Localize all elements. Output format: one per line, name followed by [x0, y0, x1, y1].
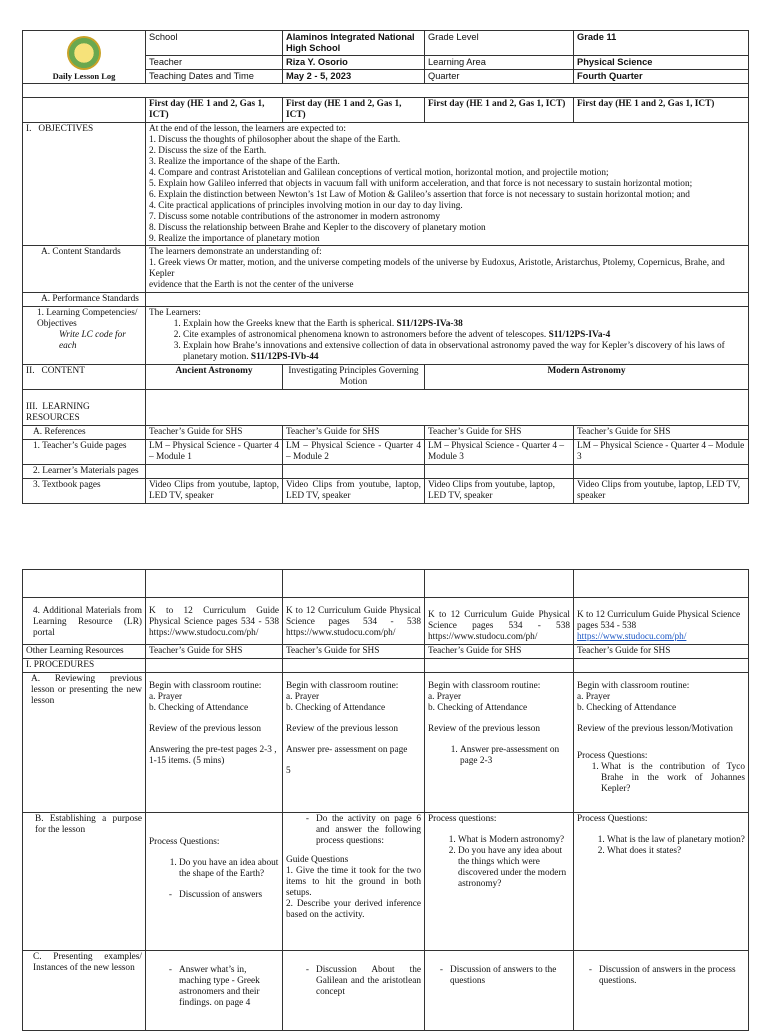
examples-cell-1: - Answer what’s in, maching type - Greek astronomers and their findings. on page 4 [146, 950, 283, 1030]
procedures-label: I. PROCEDURES [23, 658, 146, 672]
content-modern: Modern Astronomy [425, 365, 749, 390]
review-cell-2: Begin with classroom routine: a. Prayer b. Checking of Attendance Review of the previous lesson Answer pre- assessment on page 5 [283, 672, 425, 812]
objectives-content [146, 122, 749, 246]
objective-item: 1. Discuss the thoughts of philosopher about the shape of the Earth. [149, 134, 401, 145]
lm-cell: LM – Physical Science - Quarter 4 – Module 3 [425, 440, 574, 465]
p2-spacer-row [23, 570, 749, 598]
guide-cell: Teacher’s Guide for SHS [146, 426, 283, 440]
other-cell: Teacher’s Guide for SHS [283, 644, 425, 658]
purpose-cell-3: Process questions: 1. What is Modern astronomy? 2. Do you have any idea about the things which were discovered under the modern astronomy? [425, 812, 574, 950]
review-label: A. Reviewing previous lesson or presenting the new lesson [23, 672, 146, 812]
additional-cell: K to 12 Curriculum Guide Physical Science pages 534 - 538 https://www.studocu.com/ph/ [425, 598, 574, 645]
school-value: Alaminos Integrated National High School [283, 31, 425, 56]
objective-item: 6. Explain the distinction between Newton’s 1st Law of Motion & Galileo’s assertion that force is not necessary to sustain horizontal motion; and [149, 189, 690, 200]
studocu-link[interactable]: https://www.studocu.com/ph/ [577, 631, 687, 642]
objectives-row [23, 122, 749, 246]
content-row [23, 365, 749, 390]
review-row [23, 672, 749, 812]
content-standards-line: 1. Greek views Or matter, motion, and the universe competing models of the universe by Eudoxus, Aristotle, Aristarchus, Ptolemy, Copernicus, Brahe, and Kepler [149, 258, 725, 280]
review-cell-4: Begin with classroom routine: a. Prayer b. Checking of Attendance Review of the previous lesson/Motivation Process Questions: 1. What is the contribution of Tyco Brahe in the work of Johannes Kepler? [574, 672, 749, 812]
guide-cell: Teacher’s Guide for SHS [283, 426, 425, 440]
day-header-4: First day (HE 1 and 2, Gas 1, ICT) [574, 97, 749, 122]
objective-item: 7. Discuss some notable contributions of the astronomer in modern astronomy [149, 211, 440, 222]
content-standards-row [23, 246, 749, 293]
purpose-row [23, 812, 749, 950]
school-label: School [146, 31, 283, 56]
competencies-note: Write LC code for each [59, 330, 126, 352]
other-cell: Teacher’s Guide for SHS [574, 644, 749, 658]
objective-item: 4. Cite practical applications of principles involving motion in our day to day living. [149, 200, 463, 211]
days-row [23, 97, 749, 122]
lesson-log-table-page1 [22, 30, 749, 504]
additional-cell: K to 12 Curriculum Guide Physical Science pages 534 - 538 https://www.studocu.com/ph/ [146, 598, 283, 645]
purpose-cell-4: Process Questions: 1. What is the law of planetary motion? 2. What does it states? [574, 812, 749, 950]
purpose-label: B. Establishing a purpose for the lesson [23, 812, 146, 950]
competencies-intro: The Learners: [149, 308, 201, 319]
performance-standards-label: A. Performance Standards [23, 293, 146, 307]
competencies-label: 1. Learning Competencies/ Objectives [37, 308, 138, 330]
examples-row [23, 950, 749, 1030]
competency-item: 2. Cite examples of astronomical phenomena known to astronomers before the advent of telescopes. S11/12PS-IVa-4 [183, 330, 745, 341]
other-label: Other Learning Resources [23, 644, 146, 658]
examples-cell-3: - Discussion of answers to the questions [425, 950, 574, 1030]
references-label: A. References [23, 426, 146, 440]
guide-cell: Teacher’s Guide for SHS [574, 426, 749, 440]
examples-cell-2: - Discussion About the Galilean and the aristotlean concept [283, 950, 425, 1030]
competencies-label-cell [23, 307, 146, 365]
objective-item: 4. Compare and contrast Aristotelian and Galilean conceptions of vertical motion, horizontal motion, and projectile motion; [149, 167, 609, 178]
learning-resources-row [23, 390, 749, 426]
lesson-log-table-page2 [22, 569, 749, 1031]
objectives-label: I. OBJECTIVES [23, 122, 146, 246]
lm-cell: LM – Physical Science - Quarter 4 – Module 3 [574, 440, 749, 465]
additional-cell: K to 12 Curriculum Guide Physical Science pages 534 - 538 https://www.studocu.com/ph/ [574, 598, 749, 645]
lc-code: S11/12PS-IVb-44 [250, 352, 319, 363]
dates-value: May 2 - 5, 2023 [283, 69, 425, 83]
additional-materials-row [23, 598, 749, 645]
competencies-list [149, 319, 745, 363]
additional-cell: K to 12 Curriculum Guide Physical Science pages 534 - 538 https://www.studocu.com/ph/ [283, 598, 425, 645]
objective-item: 3. Realize the importance of the shape of the Earth. [149, 156, 340, 167]
examples-cell-4: - Discussion of answers in the process questions. [574, 950, 749, 1030]
lm-label: 2. Learner’s Materials pages [23, 464, 146, 478]
review-cell-3: Begin with classroom routine: a. Prayer b. Checking of Attendance Review of the previous lesson 1. Answer pre-assessment on page 2-3 [425, 672, 574, 812]
other-cell: Teacher’s Guide for SHS [425, 644, 574, 658]
additional-label: 4. Additional Materials from Learning Resource (LR) portal [23, 598, 146, 645]
log-title: Daily Lesson Log [52, 70, 116, 81]
purpose-cell-1: Process Questions: 1. Do you have an idea about the shape of the Earth? - Discussion of answers [146, 812, 283, 950]
teacher-label: Teacher [146, 55, 283, 69]
objective-item: 2. Discuss the size of the Earth. [149, 145, 267, 156]
examples-label: C. Presenting examples/ Instances of the new lesson [23, 950, 146, 1030]
lm-cell: LM – Physical Science - Quarter 4 – Module 2 [283, 440, 425, 465]
area-value: Physical Science [574, 55, 749, 69]
quarter-label: Quarter [425, 69, 574, 83]
content-standards-label: A. Content Standards [23, 246, 146, 293]
school-logo [67, 36, 101, 70]
performance-standards-row [23, 293, 749, 307]
grade-label: Grade Level [425, 31, 574, 56]
area-label: Learning Area [425, 55, 574, 69]
other-resources-row [23, 644, 749, 658]
lc-code: S11/12PS-IVa-38 [396, 319, 463, 330]
purpose-cell-2: - Do the activity on page 6 and answer the following process questions: Guide Questions 1. Give the time it took for the two items to hit the ground in both setups. 2. Describe your derived inference based on the activity. [283, 812, 425, 950]
procedures-row [23, 658, 749, 672]
spacer-row [23, 83, 749, 97]
competencies-content [146, 307, 749, 365]
other-cell: Teacher’s Guide for SHS [146, 644, 283, 658]
references-row [23, 426, 749, 440]
lc-code: S11/12PS-IVa-4 [548, 330, 611, 341]
content-standards-content [146, 246, 749, 293]
guide-cell: Teacher’s Guide for SHS [425, 426, 574, 440]
content-standards-line: evidence that the Earth is not the center of the universe [149, 280, 354, 291]
day-header-1: First day (HE 1 and 2, Gas 1, ICT) [146, 97, 283, 122]
learning-resources-label: III. LEARNING RESOURCES [23, 390, 146, 426]
textbook-cell: Video Clips from youtube, laptop, LED TV, speaker [425, 478, 574, 503]
lm-row [23, 464, 749, 478]
day-header-2: First day (HE 1 and 2, Gas 1, ICT) [283, 97, 425, 122]
textbook-cell: Video Clips from youtube, laptop, LED TV, speaker [283, 478, 425, 503]
objectives-intro: At the end of the lesson, the learners are expected to: [149, 123, 346, 134]
quarter-value: Fourth Quarter [574, 69, 749, 83]
content-label: II. CONTENT [23, 365, 146, 390]
objective-item: 5. Explain how Galileo inferred that objects in vacuum fall with uniform acceleration, and that force is not necessary to sustain horizontal motion; [149, 178, 693, 189]
review-cell-1: Begin with classroom routine: a. Prayer b. Checking of Attendance Review of the previous lesson Answering the pre-test pages 2-3 , 1-15 items. (5 mins) [146, 672, 283, 812]
textbook-cell: Video Clips from youtube, laptop, LED TV, speaker [146, 478, 283, 503]
content-motion: Investigating Principles Governing Motion [283, 365, 425, 390]
competency-item: 3. Explain how Brahe’s innovations and extensive collection of data in observational astronomy paved the way for Kepler’s discovery of his laws of planetary motion. S11/12PS-IVb-44 [183, 341, 745, 363]
textbook-label: 3. Textbook pages [23, 478, 146, 503]
teacher-value: Riza Y. Osorio [283, 55, 425, 69]
dates-label: Teaching Dates and Time [146, 69, 283, 83]
guide-label: 1. Teacher’s Guide pages [23, 440, 146, 465]
header-row-school [23, 31, 749, 56]
competencies-row [23, 307, 749, 365]
day-header-3: First day (HE 1 and 2, Gas 1, ICT) [425, 97, 574, 122]
competency-item: 1. Explain how the Greeks knew that the Earth is spherical. S11/12PS-IVa-38 [183, 319, 745, 330]
textbook-cell: Video Clips from youtube, laptop, LED TV, speaker [574, 478, 749, 503]
objective-item: 9. Realize the importance of planetary motion [149, 233, 320, 244]
objective-item: 8. Discuss the relationship between Brahe and Kepler to the discovery of planetary motion [149, 222, 486, 233]
textbook-row [23, 478, 749, 503]
lm-cell: LM – Physical Science - Quarter 4 – Module 1 [146, 440, 283, 465]
guide-row [23, 440, 749, 465]
logo-cell [23, 31, 146, 84]
grade-value: Grade 11 [574, 31, 749, 56]
content-standards-line: The learners demonstrate an understanding of: [149, 247, 322, 258]
content-ancient: Ancient Astronomy [146, 365, 283, 390]
